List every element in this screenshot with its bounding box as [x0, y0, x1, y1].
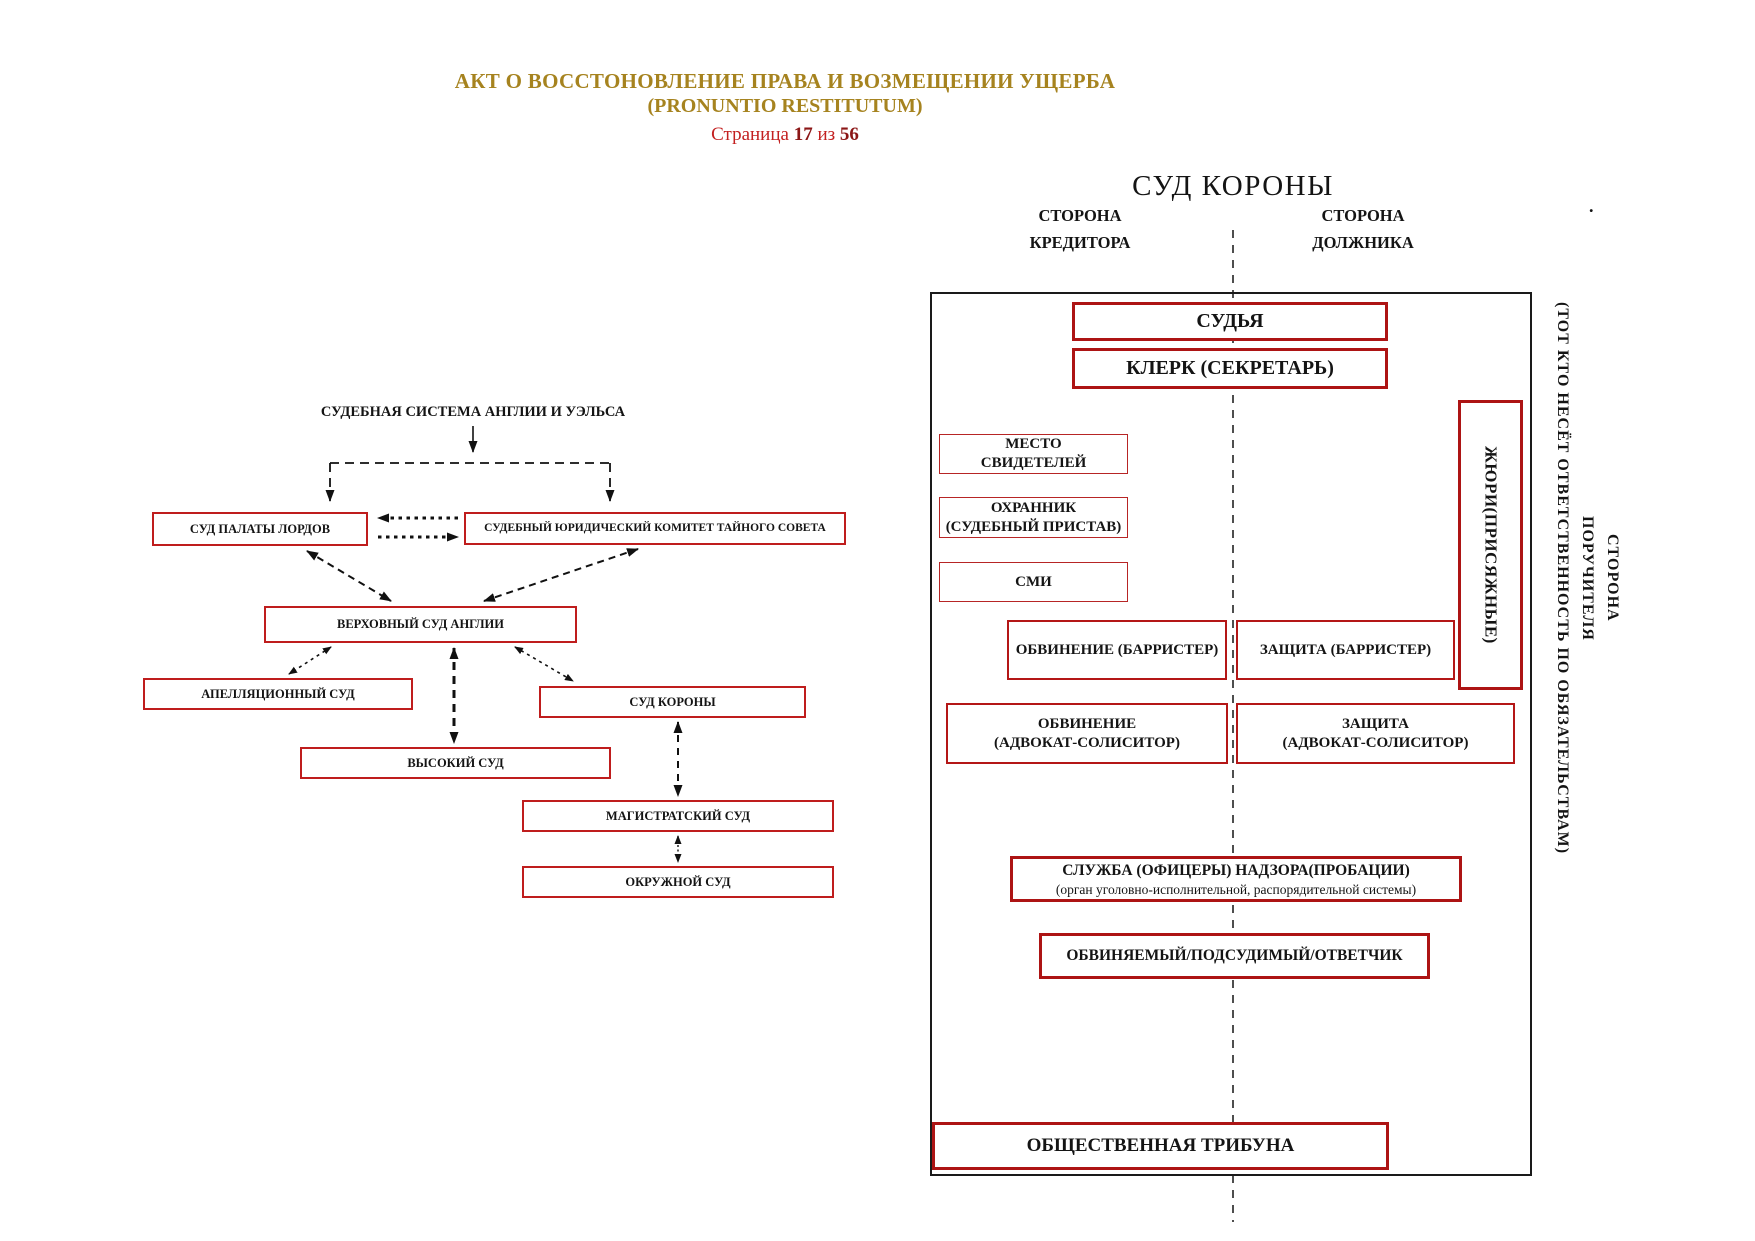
box-label: ОБВИНЯЕМЫЙ/ПОДСУДИМЫЙ/ОТВЕТЧИК — [1066, 947, 1403, 964]
box-label: (АДВОКАТ-СОЛИСИТОР) — [1282, 734, 1469, 751]
page-label: Страница — [711, 124, 789, 145]
box-crown-court — [539, 686, 806, 718]
box-prosecution-solicitor — [946, 703, 1228, 764]
surety-line: (ТОТ КТО НЕСЁТ ОТВЕТСТВЕННОСТЬ ПО ОБЯЗАТЕЛЬСТВАМ) — [1554, 301, 1571, 855]
box-public-gallery — [932, 1122, 1389, 1170]
box-label: (АДВОКАТ-СОЛИСИТОР) — [994, 734, 1180, 751]
box-label: АПЕЛЛЯЦИОННЫЙ СУД — [201, 686, 355, 701]
dotted-arrow-supreme-crown — [515, 647, 573, 681]
box-defense-solicitor — [1236, 703, 1515, 764]
box-media — [939, 562, 1128, 602]
box-judge — [1072, 302, 1388, 341]
box-label: ОКРУЖНОЙ СУД — [625, 874, 731, 889]
page-separator: из — [817, 124, 836, 145]
dashed-arrow-privy-supreme — [484, 549, 638, 601]
box-prosecution-barrister — [1007, 620, 1227, 680]
box-clerk — [1072, 348, 1388, 389]
side-header-line: КРЕДИТОРА — [1029, 233, 1131, 252]
box-label: ЗАЩИТА (БАРРИСТЕР) — [1259, 641, 1432, 658]
box-label: МАГИСТРАТСКИЙ СУД — [605, 808, 751, 823]
box-label: СМИ — [1015, 573, 1052, 590]
box-defendant — [1039, 933, 1430, 979]
page-total: 56 — [839, 124, 859, 145]
side-header-line: ДОЛЖНИКА — [1312, 233, 1414, 252]
side-header-line: СТОРОНА — [1038, 206, 1122, 225]
box-defense-barrister — [1236, 620, 1455, 680]
box-label: ЖЮРИ(ПРИСЯЖНЫЕ) — [1481, 446, 1501, 644]
box-jury — [1458, 400, 1523, 690]
creditor-side-header — [985, 202, 1175, 256]
box-label: ОБЩЕСТВЕННАЯ ТРИБУНА — [1026, 1135, 1295, 1156]
box-court-of-appeal — [143, 678, 413, 710]
box-label: ВЫСОКИЙ СУД — [407, 755, 504, 770]
stray-dot: . — [1589, 196, 1594, 216]
box-high-court — [300, 747, 611, 779]
document-title-line2: (PRONUNTIO RESTITUTUM) — [647, 95, 923, 117]
debtor-side-header — [1268, 202, 1458, 256]
crown-court-title: СУД КОРОНЫ — [1132, 170, 1334, 202]
box-label: ОБВИНЕНИЕ — [1037, 715, 1137, 732]
box-label: ЗАЩИТА — [1342, 715, 1409, 732]
box-witness-stand — [939, 434, 1128, 474]
box-guard-bailiff — [939, 497, 1128, 538]
box-house-of-lords — [152, 512, 368, 546]
side-header-line: СТОРОНА — [1321, 206, 1405, 225]
box-label: СЛУЖБА (ОФИЦЕРЫ) НАДЗОРА(ПРОБАЦИИ) — [1062, 861, 1410, 879]
dashed-arrow-lords-supreme — [307, 551, 391, 601]
page-current: 17 — [793, 124, 813, 145]
box-label: СВИДЕТЕЛЕЙ — [980, 455, 1087, 471]
box-label: СУД ПАЛАТЫ ЛОРДОВ — [189, 521, 331, 536]
box-label: СУДЕБНЫЙ ЮРИДИЧЕСКИЙ КОМИТЕТ ТАЙНОГО СОВЕТА — [484, 522, 826, 534]
box-supreme-court — [264, 606, 577, 643]
surety-side-note — [1550, 272, 1625, 884]
box-label: ВЕРХОВНЫЙ СУД АНГЛИИ — [336, 617, 505, 631]
box-label: КЛЕРК (СЕКРЕТАРЬ) — [1126, 357, 1334, 379]
surety-line: ПОРУЧИТЕЛЯ — [1579, 515, 1596, 641]
box-sublabel: (орган уголовно-исполнительной, распорядительной системы) — [1055, 881, 1417, 897]
left-diagram-title: СУДЕБНАЯ СИСТЕМА АНГЛИИ И УЭЛЬСА — [320, 404, 626, 420]
box-label: ОБВИНЕНИЕ (БАРРИСТЕР) — [1015, 641, 1219, 658]
box-label: ОХРАННИК — [990, 499, 1077, 516]
box-county-court — [522, 866, 834, 898]
dotted-arrow-supreme-appeal — [289, 647, 331, 674]
box-label: МЕСТО — [1005, 436, 1062, 452]
box-privy-council-committee — [464, 512, 846, 545]
box-label: СУД КОРОНЫ — [629, 694, 716, 709]
box-magistrates-court — [522, 800, 834, 832]
box-label: СУДЬЯ — [1196, 310, 1264, 332]
surety-line: СТОРОНА — [1604, 534, 1621, 622]
box-label: (СУДЕБНЫЙ ПРИСТАВ) — [945, 518, 1122, 535]
box-probation-service — [1010, 856, 1462, 902]
document-title-line1: АКТ О ВОССТОНОВЛЕНИЕ ПРАВА И ВОЗМЕЩЕНИИ УЩЕРБА — [454, 69, 1116, 93]
